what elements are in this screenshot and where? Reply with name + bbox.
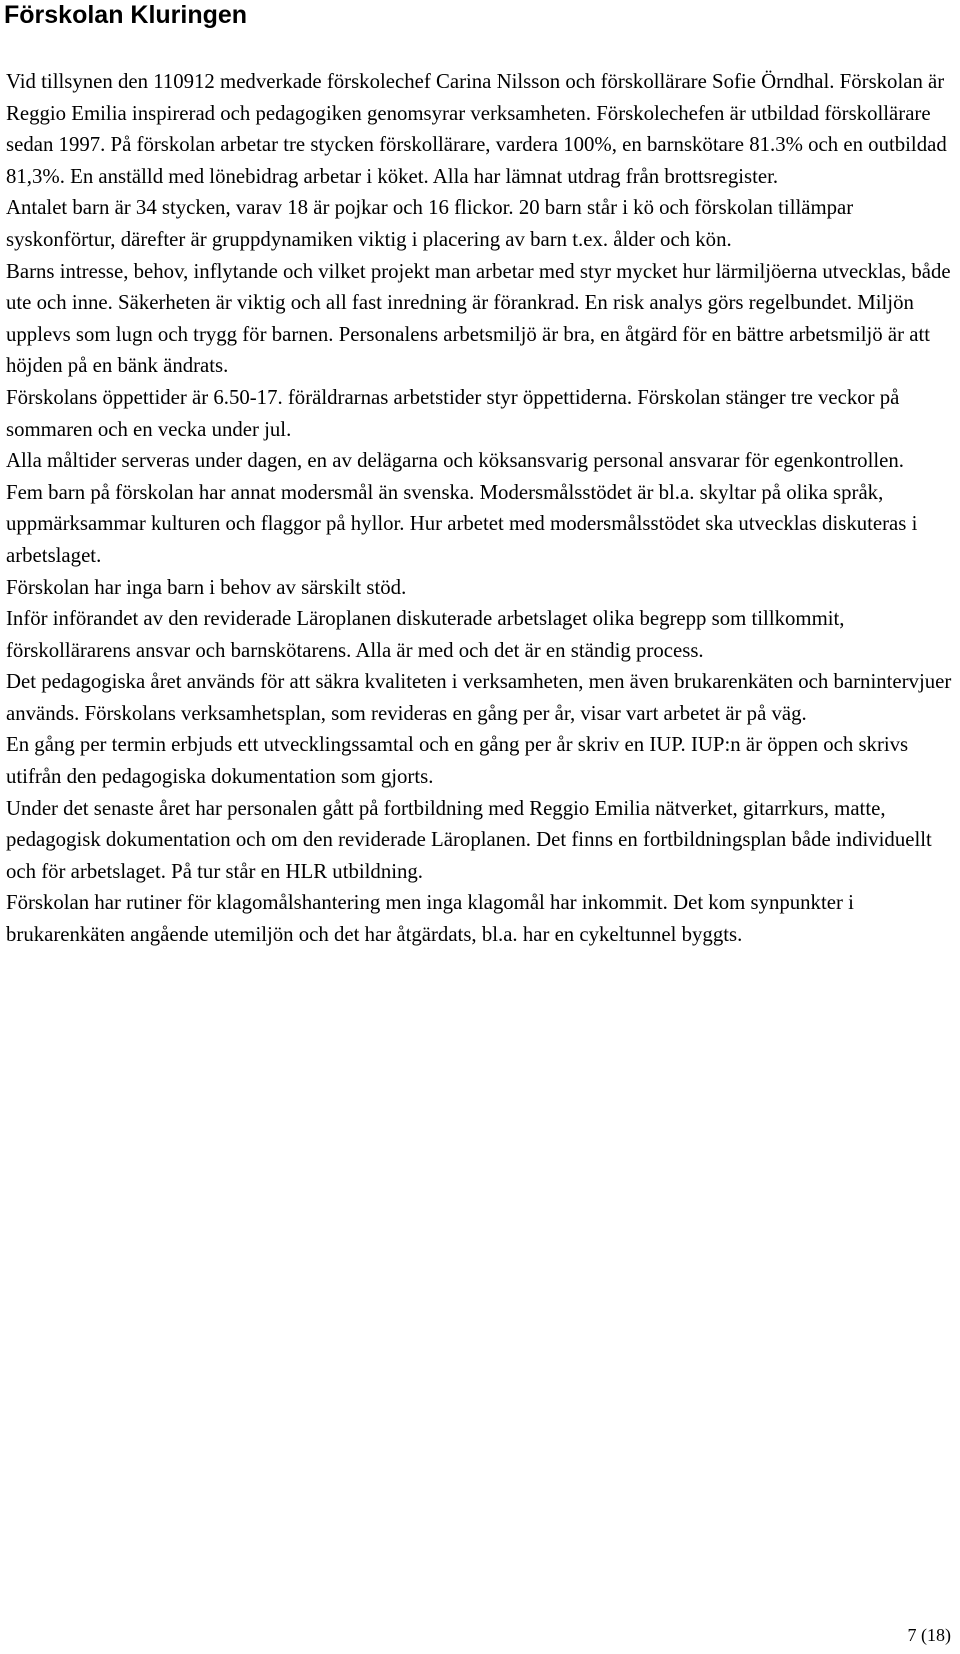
paragraph-development-talks: En gång per termin erbjuds ett utvecklingssamtal och en gång per år skriv en IUP. IUP:n är öppen och skrivs utifrån den pedagogiska dokumentation som gjorts. <box>6 733 909 789</box>
paragraph-opening-hours: Förskolans öppettider är 6.50-17. föräldrarnas arbetstider styr öppettiderna. Förskolan stänger tre veckor på sommaren och en vecka under jul. <box>6 385 900 441</box>
document-body <box>6 66 954 951</box>
paragraph-children: Antalet barn är 34 stycken, varav 18 är pojkar och 16 flickor. 20 barn står i kö och förskolan tillämpar syskonförtur, därefter är gruppdynamiken viktig i placering av barn t.ex. ålder och kön. <box>6 196 854 251</box>
paragraph-environment: Barns intresse, behov, inflytande och vilket projekt man arbetar med styr mycket hur lärmiljöerna utvecklas, både ute och inne. Säkerheten är viktig och all fast inredning är förankrad. En risk analys görs regelbundet. Miljön upplevs som lugn och trygg för barnen. Personalens arbetsmiljö är bra, en åtgärd för en bättre arbetsmiljö är att höjden på en bänk ändrats. <box>6 259 951 378</box>
page-title: Förskolan Kluringen <box>4 1 248 29</box>
page-number: 7 (18) <box>907 1625 951 1645</box>
paragraph-training: Under det senaste året har personalen gått på fortbildning med Reggio Emilia nätverket, gitarrkurs, matte, pedagogisk dokumentation och om den reviderade Läroplanen. Det finns en fortbildningsplan både individuellt och för arbetslaget. På tur står en HLR utbildning. <box>6 796 932 883</box>
paragraph-mother-tongue: Fem barn på förskolan har annat modersmål än svenska. Modersmålsstödet är bl.a. skyltar på olika språk, uppmärksammar kulturen och flaggor på hyllor. Hur arbetet med modersmålsstödet ska utvecklas diskuteras i arbetslaget. <box>6 480 918 567</box>
paragraph-curriculum: Inför införandet av den reviderade Läroplanen diskuterade arbetslaget olika begrepp som tillkommit, förskollärarens ansvar och barnskötarens. Alla är med och det är en ständig process. <box>6 607 845 662</box>
paragraph-special-support: Förskolan har inga barn i behov av särskilt stöd. <box>6 575 407 599</box>
paragraph-complaints: Förskolan har rutiner för klagomålshantering men inga klagomål har inkommit. Det kom synpunkter i brukarenkäten angående utemiljön och det har åtgärdats, bl.a. har en cykeltunnel byggts. <box>6 891 854 947</box>
paragraph-staffing: Vid tillsynen den 110912 medverkade förskolechef Carina Nilsson och förskollärare Sofie Örndhal. Förskolan är Reggio Emilia inspirerad och pedagogiken genomsyrar verksamheten. Förskolechefen är utbildad förskollärare sedan 1997. På förskolan arbetar tre stycken förskollärare, vardera 100%, en barnskötare 81.3% och en outbildad 81,3%. En anställd med lönebidrag arbetar i köket. Alla har lämnat utdrag från brottsregister. <box>6 70 947 188</box>
paragraph-meals: Alla måltider serveras under dagen, en av delägarna och köksansvarig personal ansvarar för egenkontrollen. <box>6 449 904 473</box>
paragraph-quality: Det pedagogiska året används för att säkra kvaliteten i verksamheten, men även brukarenkäten och barnintervjuer används. Förskolans verksamhetsplan, som revideras en gång per år, visar vart arbetet är på väg. <box>6 670 952 725</box>
